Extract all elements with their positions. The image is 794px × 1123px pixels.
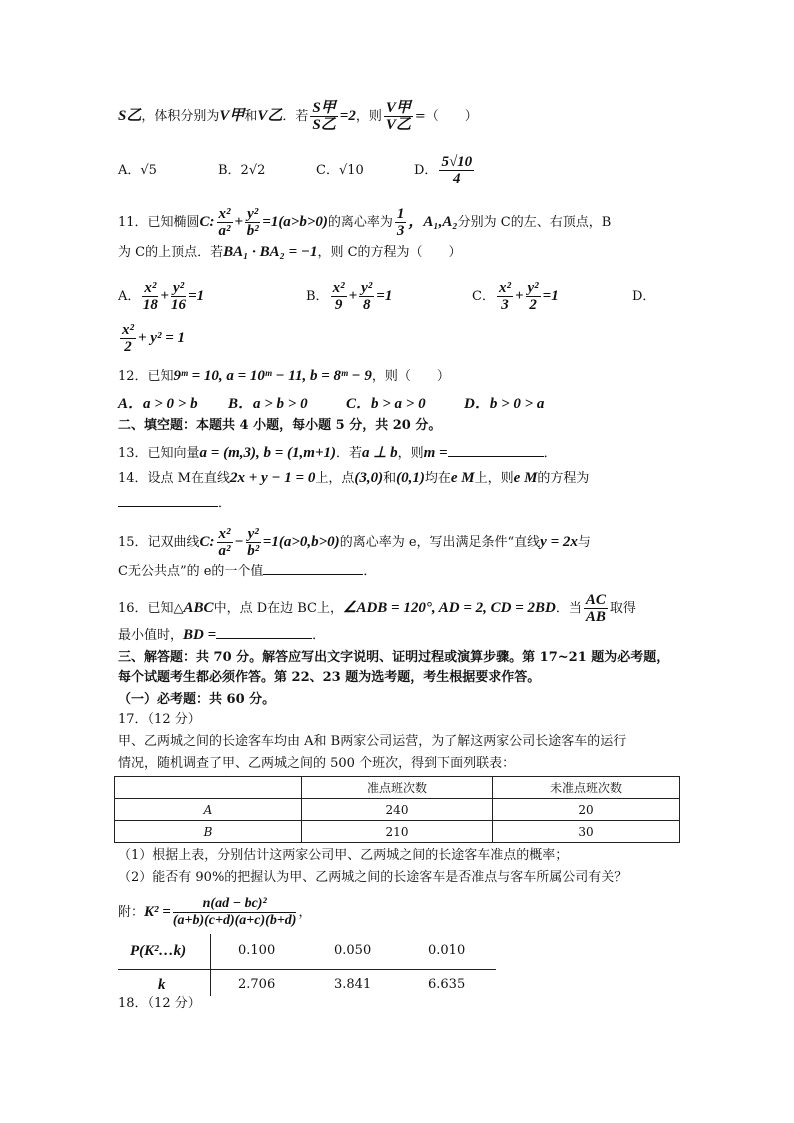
q16-line2: 最小值时，BD = ． [118,624,325,646]
section-3-heading-2: 每个试题考生都必须作答。第 22、23 题为选考题，考生根据要求作答。 [118,670,541,685]
q11-opt-c: C． $\frac{\text{x²}}{3}$ + $\frac{\text{y²}}{2}$ =1 [472,280,559,313]
q15-line1: 15．记双曲线C: $\frac{\text{x²}}{\text{a²}}$ − $\frac{\text{y²}}{\text{b²}}$ =1(a>0,b>0)的离心率为 e，写出满足条件“直线y = 2x与 [118,526,591,559]
q10-opt-a: A．√5 [118,163,157,178]
q11-line1: 11．已知椭圆C: $\frac{\text{x²}}{\text{a²}}$ + $\frac{\text{y²}}{\text{b²}}$ =1(a>b>0)的离心率为 $\frac{1}{3}$ ，A₁,A₂分别为 C的左、右顶点，B [118,206,612,239]
q10-options [118,154,476,187]
required-subheading: （一）必考题：共 60 分。 [118,692,276,707]
q16-line1: 16．已知△ABC中，点 D在边 BC上，∠ADB = 120°, AD = 2, CD = 2BD．当 $\frac{AC}{AB}$ 取得 [118,592,636,625]
table-row: B 210 30 [115,821,680,843]
q13-line: 13．已知向量a = (m,3), b = (1,m+1)．若a ⊥ b，则m = ． [118,442,557,464]
q10-line: S乙，体积分别为V甲和V乙．若 $\frac{\text{S甲}}{\text{S乙}}$ =2，则 $\frac{\text{V甲}}{\text{V乙}}$ =（ ） [118,100,478,133]
q12-opt-b: B．a > b > 0 [228,396,308,412]
contingency-table [114,776,680,843]
q11-line2: 为 C的上顶点．若BA₁ · BA₂ = −1，则 C的方程为（ ） [118,244,462,260]
q11-opt-b: B． $\frac{\text{x²}}{9}$ + $\frac{\text{y²}}{8}$ =1 [306,280,393,313]
ktable-k-row: k 2.706 3.841 6.635 [158,977,466,993]
q15-line2: C无公共点”的 e的一个值 ． [118,560,376,582]
q17-para1: 甲、乙两城之间的长途客车均由 A和 B两家公司运营，为了解这两家公司长途客车的运行 [118,734,627,749]
q14-line1: 14．设点 M在直线2x + y − 1 = 0上，点(3,0)和(0,1)均在e M上，则e M的方程为 [118,470,590,486]
q11-opt-a: A． $\frac{\text{x²}}{18}$ + $\frac{\text{y²}}{16}$ =1 [118,280,205,313]
q14-answer-blank[interactable] [118,492,218,507]
q16-answer-blank[interactable] [216,624,312,639]
q11-opt-d: $\frac{\text{x²}}{2}$ + y² = 1 [122,322,185,355]
ratio-v: $\frac{\text{V甲}}{\text{V乙}}$ [385,100,411,133]
q17-sub2: （2）能否有 90%的把握认为甲、乙两城之间的长途客车是否准点与客车所属公司有关？ [118,870,628,885]
q17-para2: 情况，随机调查了甲、乙两城之间的 500 个班次，得到下面列联表： [118,756,516,771]
q12-options [118,394,544,415]
q12-opt-a: A．a > 0 > b [118,396,198,412]
section-2-heading: 二、填空题：本题共 4 小题，每小题 5 分，共 20 分。 [118,418,442,433]
q15-answer-blank[interactable] [263,560,363,575]
q10-opt-c: C．√10 [316,163,364,178]
q12-line: 12．已知9ᵐ = 10, a = 10ᵐ − 11, b = 8ᵐ − 9，则（ ） [118,368,450,384]
q14-line2: ． [118,492,231,514]
k2-formula: 附：K² = $\frac{\text{n(ad − bc)²}}{(a+b)(c+d)(a+c)(b+d)}$ ， [118,896,312,928]
q18-head: 18．（12 分） [118,996,201,1011]
q17-sub1: （1）根据上表，分别估计这两家公司甲、乙两城之间的长途客车准点的概率； [118,848,569,863]
q13-answer-blank[interactable] [448,442,544,457]
q11-options [118,280,655,313]
table-header-row: 准点班次数 未准点班次数 [115,777,680,799]
q17-head: 17．（12 分） [118,712,201,727]
q12-opt-c: C．b > a > 0 [346,396,426,412]
ratio-s: $\frac{\text{S甲}}{\text{S乙}}$ [312,100,336,133]
s-yi: S乙 [118,108,142,124]
q10-opt-d: D． $\frac{5√10}{4}$ [414,154,473,187]
ktable-p-row: P(K²…k) 0.100 0.050 0.010 [130,943,466,959]
q11-opt-d-label: D． [632,289,656,304]
q10-opt-b: B．2√2 [218,163,266,178]
q12-opt-d: D．b > 0 > a [464,396,545,412]
table-row: A 240 20 [115,799,680,821]
section-3-heading-1: 三、解答题：共 70 分。解答应写出文字说明、证明过程或演算步骤。第 17~21 题为必考题， [118,650,670,665]
